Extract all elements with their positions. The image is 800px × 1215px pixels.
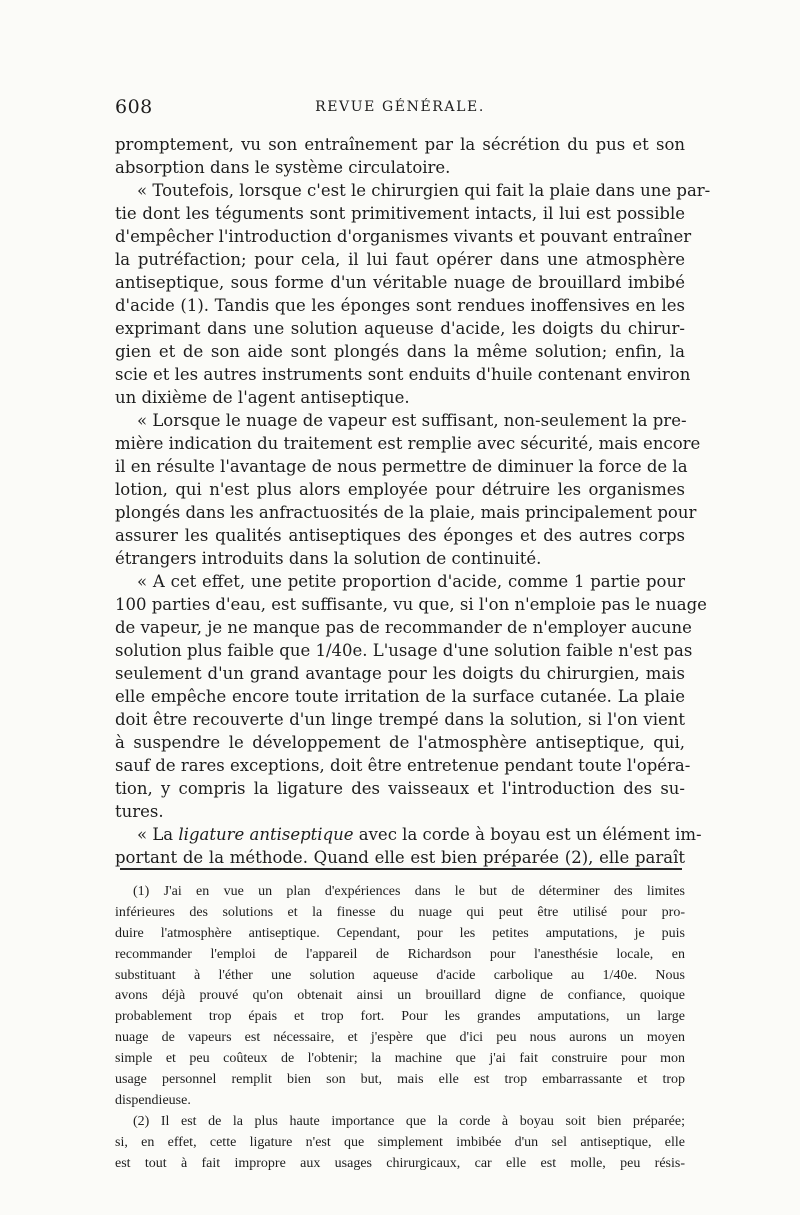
body-line: d'empêcher l'introduction d'organismes vivants et pouvant entraîner	[115, 227, 692, 246]
ligature-prefix: « La	[137, 825, 179, 844]
body-line: antiseptique, sous forme d'un véritable nuage de brouillard imbibé	[115, 273, 685, 292]
ligature-suffix: avec la corde à boyau est un élément im-	[353, 825, 702, 844]
footnote-rule	[120, 868, 682, 870]
body-line: il en résulte l'avantage de nous permettre de diminuer la force de la	[115, 457, 688, 476]
ligature-italic-term: ligature antiseptique	[178, 825, 354, 844]
footnote-line: duire l'atmosphère antiseptique. Cependant, pour les petites amputations, je puis	[115, 925, 685, 941]
body-line: absorption dans le système circulatoire.	[115, 158, 451, 177]
body-line: seulement d'un grand avantage pour les doigts du chirurgien, mais	[115, 664, 685, 683]
body-line: doit être recouverte d'un linge trempé dans la solution, si l'on vient	[115, 710, 685, 729]
body-line: promptement, vu son entraînement par la sécrétion du pus et son	[115, 135, 685, 154]
body-line: à suspendre le développement de l'atmosphère antiseptique, qui,	[115, 733, 685, 752]
page-number: 608	[115, 96, 153, 118]
footnote-line: (1) J'ai en vue un plan d'expériences dans le but de déterminer des limites	[133, 884, 685, 899]
running-title: REVUE GÉNÉRALE.	[315, 99, 485, 115]
body-line: d'acide (1). Tandis que les éponges sont rendues inoffensives en les	[115, 296, 685, 315]
body-line: « Lorsque le nuage de vapeur est suffisant, non-seulement la pre-	[137, 411, 687, 430]
body-line: mière indication du traitement est remplie avec sécurité, mais encore	[115, 434, 701, 453]
footnote-line: simple et peu coûteux de l'obtenir; la machine que j'ai fait construire pour mon	[115, 1051, 685, 1067]
body-line: gien et de son aide sont plongés dans la même solution; enfin, la	[115, 342, 685, 361]
body-line: un dixième de l'agent antiseptique.	[115, 388, 410, 407]
footnote-line: si, en effet, cette ligature n'est que simplement imbibée d'un sel antiseptique, elle	[115, 1134, 685, 1150]
footnote-line: avons déjà prouvé qu'on obtenait ainsi un brouillard digne de confiance, quoique	[115, 988, 685, 1004]
body-line: portant de la méthode. Quand elle est bien préparée (2), elle paraît	[115, 848, 685, 867]
body-line: solution plus faible que 1/40e. L'usage d'une solution faible n'est pas	[115, 641, 693, 660]
body-line: tures.	[115, 802, 164, 821]
footnote-line: probablement trop épais et trop fort. Pour les grandes amputations, un large	[115, 1009, 685, 1025]
body-line: « A cet effet, une petite proportion d'acide, comme 1 partie pour	[137, 572, 685, 591]
page-header	[115, 96, 685, 124]
footnote-line: (2) Il est de la plus haute importance que la corde à boyau soit bien préparée;	[133, 1113, 685, 1129]
footnote-line: nuage de vapeurs est nécessaire, et j'espère que d'ici peu nous aurons un moyen	[115, 1030, 685, 1046]
body-line: 100 parties d'eau, est suffisante, vu que, si l'on n'emploie pas le nuage	[115, 595, 707, 614]
body-line-ligature	[115, 823, 702, 846]
footnotes	[115, 882, 685, 1174]
body-line: exprimant dans une solution aqueuse d'acide, les doigts du chirur-	[115, 319, 685, 338]
body-line: elle empêche encore toute irritation de la surface cutanée. La plaie	[115, 687, 685, 706]
footnote-line: substituant à l'éther une solution aqueuse d'acide carbolique au 1/40e. Nous	[115, 967, 685, 983]
body-line: la putréfaction; pour cela, il lui faut opérer dans une atmosphère	[115, 250, 685, 269]
body-line: étrangers introduits dans la solution de continuité.	[115, 549, 542, 568]
body-line: plongés dans les anfractuosités de la plaie, mais principalement pour	[115, 503, 697, 522]
footnote-line: recommander l'emploi de l'appareil de Richardson pour l'anesthésie locale, en	[115, 946, 685, 962]
body-line: « Toutefois, lorsque c'est le chirurgien qui fait la plaie dans une par-	[137, 181, 711, 200]
body-line: lotion, qui n'est plus alors employée pour détruire les organismes	[115, 480, 685, 499]
body-line: tie dont les téguments sont primitivement intacts, il lui est possible	[115, 204, 685, 223]
body-line: tion, y compris la ligature des vaisseaux et l'introduction des su-	[115, 779, 685, 798]
body-line: scie et les autres instruments sont enduits d'huile contenant environ	[115, 365, 691, 384]
footnote-line: est tout à fait impropre aux usages chirurgicaux, car elle est molle, peu résis-	[115, 1155, 685, 1171]
footnote-line: usage personnel remplit bien son but, mais elle est trop embarrassante et trop	[115, 1072, 685, 1088]
body-text	[115, 133, 711, 869]
body-line: sauf de rares exceptions, doit être entretenue pendant toute l'opéra-	[115, 756, 691, 775]
footnote-line: dispendieuse.	[115, 1092, 191, 1108]
footnote-line: inférieures des solutions et la finesse du nuage qui peut être utilisé pour pro-	[115, 904, 685, 920]
body-line: assurer les qualités antiseptiques des éponges et des autres corps	[115, 526, 685, 545]
body-line: de vapeur, je ne manque pas de recommander de n'employer aucune	[115, 618, 692, 637]
